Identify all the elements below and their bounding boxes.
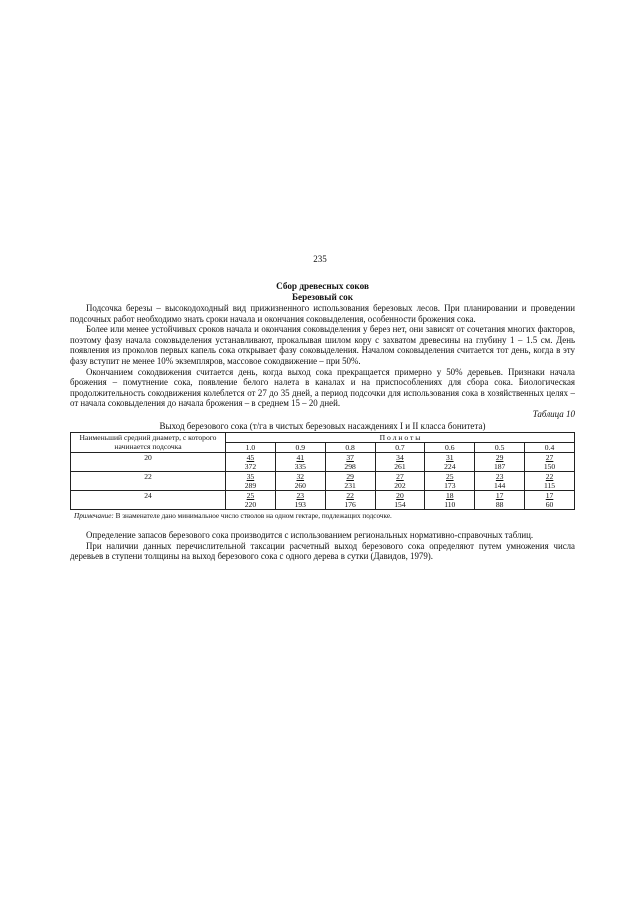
paragraph-2: Более или менее устойчивых сроков начала и окончания соковыделения у берез нет, они зависят от сочетания многих факторов, поэтому фазу начала соковыделения устанавливают, прокалывая шилом кору с захватом древесины на глубину 1 – 1.5 см. День появления из проколов первых капель сока открывает фазу соковыделения. Началом соковыделения считается тот день, когда в эту фазу вступит не менее 10% экземпляров, массовое сокодвижение – при 50%. — [70, 324, 575, 366]
yield-cell: 23 — [275, 490, 325, 500]
stem-count-cell: 202 — [375, 481, 425, 491]
stem-count-cell: 335 — [275, 462, 325, 472]
sap-yield-table — [70, 432, 575, 510]
stem-count-cell: 220 — [226, 500, 276, 510]
table-note-text: В знаменателе дано минимальное число стволов на одном гектаре, подлежащих подсочке. — [113, 511, 392, 520]
yield-cell: 41 — [275, 452, 325, 462]
density-header: 1.0 — [226, 442, 276, 452]
page-number: 235 — [313, 254, 327, 264]
yield-cell: 31 — [425, 452, 475, 462]
density-header: 0.4 — [525, 442, 575, 452]
stem-count-cell: 372 — [226, 462, 276, 472]
stem-count-cell: 115 — [525, 481, 575, 491]
stem-count-cell: 154 — [375, 500, 425, 510]
stem-count-cell: 224 — [425, 462, 475, 472]
yield-cell: 17 — [525, 490, 575, 500]
diameter-column-header: Наименьший средний диаметр, с которого начинается подсочка — [71, 432, 226, 452]
density-header: 0.6 — [425, 442, 475, 452]
diameter-cell: 22 — [71, 471, 226, 481]
stem-count-cell: 260 — [275, 481, 325, 491]
yield-cell: 27 — [525, 452, 575, 462]
table-note-label: Примечание: — [74, 511, 114, 520]
yield-cell: 35 — [226, 471, 276, 481]
stem-count-cell: 187 — [475, 462, 525, 472]
paragraph-4: Определение запасов березового сока производится с использованием региональных нормативно-справочных таблиц. — [86, 529, 534, 540]
table-row — [71, 452, 575, 462]
table-row — [71, 490, 575, 500]
yield-cell: 34 — [375, 452, 425, 462]
paragraph-1: Подсочка березы – высокодоходный вид прижизненного использования березовых лесов. При планировании и проведении подсочных работ необходимо знать сроки начала и окончания соковыделения, особенности брожения сока. — [70, 303, 575, 324]
stem-count-cell: 150 — [525, 462, 575, 472]
stem-count-cell: 231 — [325, 481, 375, 491]
table-row — [71, 471, 575, 481]
stem-count-cell: 193 — [275, 500, 325, 510]
stem-count-cell: 176 — [325, 500, 375, 510]
table-title: Выход березового сока (т/га в чистых березовых насаждениях I и II класса бонитета) — [159, 420, 486, 431]
stem-count-cell: 289 — [226, 481, 276, 491]
stem-count-cell: 60 — [525, 500, 575, 510]
page-content — [70, 281, 575, 562]
yield-cell: 18 — [425, 490, 475, 500]
density-header: 0.9 — [275, 442, 325, 452]
stem-count-cell: 261 — [375, 462, 425, 472]
diameter-cell-empty — [71, 462, 226, 472]
yield-cell: 29 — [475, 452, 525, 462]
diameter-cell-empty — [71, 481, 226, 491]
table-row — [71, 500, 575, 510]
section-heading: Сбор древесных соков — [276, 281, 369, 291]
density-header: 0.8 — [325, 442, 375, 452]
yield-cell: 23 — [475, 471, 525, 481]
diameter-cell: 24 — [71, 490, 226, 500]
yield-cell: 17 — [475, 490, 525, 500]
stem-count-cell: 173 — [425, 481, 475, 491]
yield-cell: 29 — [325, 471, 375, 481]
yield-cell: 20 — [375, 490, 425, 500]
yield-cell: 45 — [226, 452, 276, 462]
density-group-header: П о л н о т ы — [226, 432, 575, 442]
yield-cell: 27 — [375, 471, 425, 481]
table-row — [71, 462, 575, 472]
density-header: 0.7 — [375, 442, 425, 452]
diameter-cell-empty — [71, 500, 226, 510]
stem-count-cell: 144 — [475, 481, 525, 491]
yield-cell: 22 — [325, 490, 375, 500]
table-label: Таблица 10 — [532, 408, 575, 419]
yield-cell: 25 — [226, 490, 276, 500]
stem-count-cell: 88 — [475, 500, 525, 510]
stem-count-cell: 110 — [425, 500, 475, 510]
density-header: 0.5 — [475, 442, 525, 452]
yield-cell: 32 — [275, 471, 325, 481]
yield-cell: 22 — [525, 471, 575, 481]
subsection-heading: Березовый сок — [291, 292, 354, 302]
paragraph-3: Окончанием сокодвижения считается день, когда выход сока прекращается примерно у 50% деревьев. Признаки начала брожения – помутнение сока, появление белого налета в каналах и на приспособлениях для сбора сока. Биологическая продолжительность сокодвижения колеблется от 27 до 35 дней, а период подсочки для использования сока в хозяйственных целях – от начала соковыделения до начала брожения – в среднем 15 – 20 дней. — [70, 366, 575, 409]
diameter-cell: 20 — [71, 452, 226, 462]
paragraph-5: При наличии данных перечислительной таксации расчетный выход березового сока определяют путем умножения числа деревьев в ступени толщины на выход березового сока с одного дерева в сутки (Давидов, 1979). — [70, 540, 575, 562]
yield-cell: 37 — [325, 452, 375, 462]
stem-count-cell: 298 — [325, 462, 375, 472]
yield-cell: 25 — [425, 471, 475, 481]
table-note — [70, 511, 575, 521]
table-row — [71, 481, 575, 491]
